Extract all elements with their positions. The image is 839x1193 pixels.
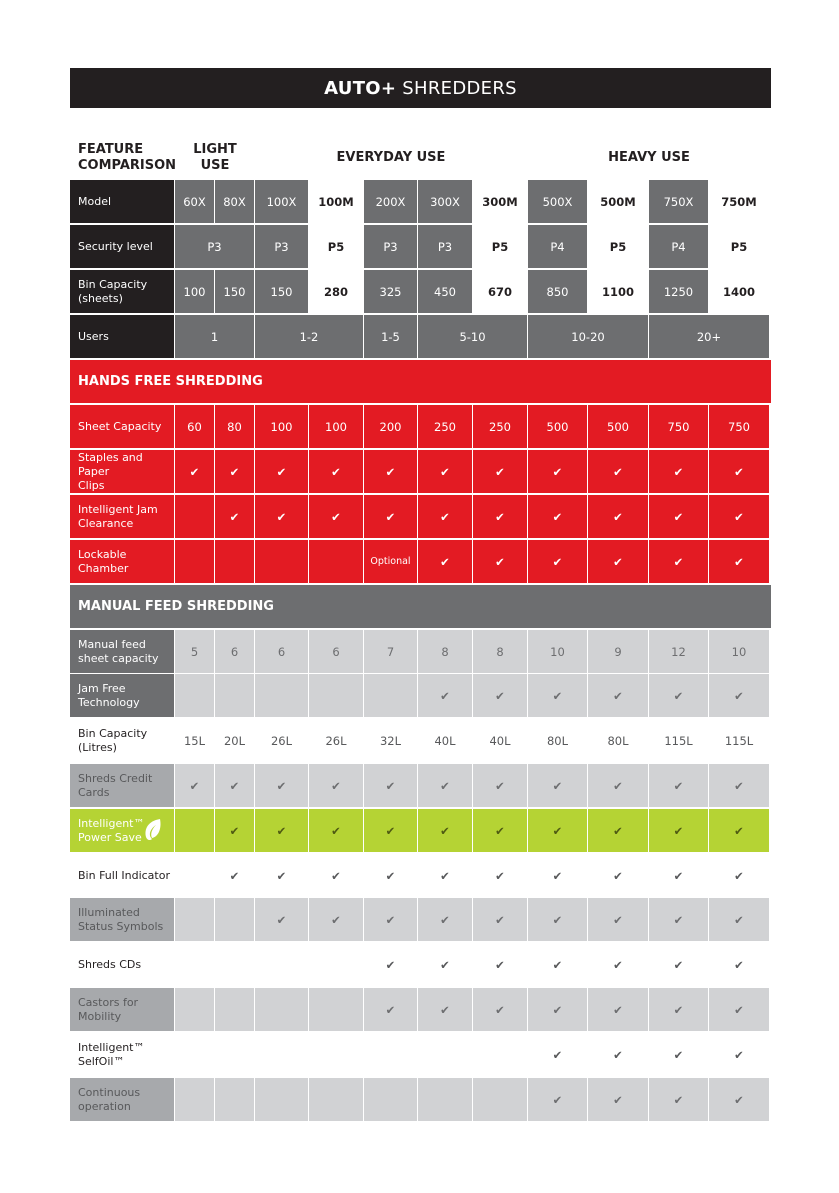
check-cell: ✔ xyxy=(364,898,417,941)
check-cell: ✔ xyxy=(473,450,527,493)
sheet-capacity-cell: 500 xyxy=(588,405,648,448)
model-cell: 100X xyxy=(255,180,308,223)
leaf-icon xyxy=(142,817,164,847)
check-cell: ✔ xyxy=(588,898,648,941)
check-cell: ✔ xyxy=(255,809,308,852)
check-cell: ✔ xyxy=(528,898,587,941)
row-label-jam-free xyxy=(70,674,174,717)
manual-feed-cell: 8 xyxy=(418,630,472,673)
row-label-sheet-capacity xyxy=(70,405,174,448)
row-label-castors-text-1: Castors for xyxy=(78,995,139,1009)
check-cell: ✔ xyxy=(473,809,527,852)
empty-cell xyxy=(255,943,308,986)
row-label-jam-free-text-1: Jam Free xyxy=(78,681,126,695)
manual-feed-cell: 6 xyxy=(255,630,308,673)
check-cell: ✔ xyxy=(309,450,363,493)
users-cell: 1 xyxy=(175,315,254,358)
check-cell: ✔ xyxy=(215,495,254,538)
row-label-illuminated xyxy=(70,898,174,941)
bin-litres-cell: 32L xyxy=(364,719,417,762)
check-cell: ✔ xyxy=(473,988,527,1031)
check-cell: ✔ xyxy=(649,854,708,897)
bin-litres-cell: 40L xyxy=(418,719,472,762)
row-label-staples-text-1: Staples and Paper xyxy=(78,450,143,478)
check-cell: ✔ xyxy=(528,988,587,1031)
row-label-credit-cards-text-2: Cards xyxy=(78,785,110,799)
empty-cell xyxy=(175,540,214,583)
manual-feed-cell: 6 xyxy=(309,630,363,673)
feature-comparison-heading: FEATURE COMPARISON xyxy=(78,142,177,173)
row-label-lockable xyxy=(70,540,174,583)
empty-cell xyxy=(309,943,363,986)
empty-cell xyxy=(215,674,254,717)
check-cell: ✔ xyxy=(709,1033,769,1076)
manual-feed-section-title: MANUAL FEED SHREDDING xyxy=(70,585,771,628)
check-cell: ✔ xyxy=(364,809,417,852)
check-cell: ✔ xyxy=(418,450,472,493)
row-label-bin-litres-text-1: Bin Capacity xyxy=(78,726,148,740)
check-cell: ✔ xyxy=(709,495,769,538)
check-cell: ✔ xyxy=(528,854,587,897)
model-cell: 750X xyxy=(649,180,708,223)
bin-litres-cell: 40L xyxy=(473,719,527,762)
check-cell: ✔ xyxy=(255,898,308,941)
check-cell: ✔ xyxy=(418,943,472,986)
row-label-users xyxy=(70,315,174,358)
check-cell: ✔ xyxy=(309,898,363,941)
optional-cell: Optional xyxy=(364,540,417,583)
check-cell: ✔ xyxy=(588,1033,648,1076)
row-label-credit-cards xyxy=(70,764,174,807)
check-cell: ✔ xyxy=(364,943,417,986)
check-cell: ✔ xyxy=(528,1033,587,1076)
empty-cell xyxy=(309,1033,363,1076)
row-label-power-save-text-1: Intelligent™ xyxy=(78,816,145,830)
empty-cell xyxy=(175,943,214,986)
row-label-model xyxy=(70,180,174,223)
check-cell: ✔ xyxy=(473,495,527,538)
check-cell: ✔ xyxy=(649,943,708,986)
check-cell: ✔ xyxy=(528,764,587,807)
empty-cell xyxy=(255,1078,308,1121)
row-label-jam-free-text-2: Technology xyxy=(78,695,140,709)
row-label-staples xyxy=(70,450,174,493)
users-cell: 5-10 xyxy=(418,315,527,358)
security-cell: P3 xyxy=(255,225,308,268)
security-cell: P3 xyxy=(418,225,472,268)
sheet-capacity-cell: 80 xyxy=(215,405,254,448)
empty-cell xyxy=(175,1078,214,1121)
check-cell: ✔ xyxy=(588,540,648,583)
check-cell: ✔ xyxy=(588,809,648,852)
bin-sheets-cell: 325 xyxy=(364,270,417,313)
model-cell: 500X xyxy=(528,180,587,223)
sheet-capacity-cell: 200 xyxy=(364,405,417,448)
check-cell: ✔ xyxy=(364,764,417,807)
row-label-credit-cards-text-1: Shreds Credit xyxy=(78,771,153,785)
check-cell: ✔ xyxy=(649,540,708,583)
check-cell: ✔ xyxy=(175,764,214,807)
bin-sheets-cell: 1250 xyxy=(649,270,708,313)
light-use-heading: LIGHT USE xyxy=(193,142,237,173)
row-label-bin-sheets-text-2: (sheets) xyxy=(78,291,123,305)
model-cell: 300X xyxy=(418,180,472,223)
check-cell: ✔ xyxy=(215,764,254,807)
check-cell: ✔ xyxy=(309,495,363,538)
empty-cell xyxy=(215,540,254,583)
empty-cell xyxy=(364,1078,417,1121)
row-label-power-save xyxy=(70,809,174,852)
check-cell: ✔ xyxy=(709,809,769,852)
row-label-selfoil-text-1: Intelligent™ xyxy=(78,1040,145,1054)
row-label-model-text-1: Model xyxy=(78,194,112,208)
check-cell: ✔ xyxy=(709,988,769,1031)
empty-cell xyxy=(175,809,214,852)
bin-sheets-cell: 850 xyxy=(528,270,587,313)
row-label-bin-litres-text-2: (Litres) xyxy=(78,740,117,754)
bin-litres-cell: 115L xyxy=(709,719,769,762)
row-label-continuous xyxy=(70,1078,174,1121)
check-cell: ✔ xyxy=(709,1078,769,1121)
row-label-manual-feed-text-1: Manual feed xyxy=(78,637,146,651)
bin-sheets-cell: 100 xyxy=(175,270,214,313)
security-cell: P5 xyxy=(473,225,527,268)
check-cell: ✔ xyxy=(418,495,472,538)
check-cell: ✔ xyxy=(309,809,363,852)
row-label-lockable-text-2: Chamber xyxy=(78,561,129,575)
manual-feed-cell: 5 xyxy=(175,630,214,673)
bin-litres-cell: 115L xyxy=(649,719,708,762)
check-cell: ✔ xyxy=(709,898,769,941)
check-cell: ✔ xyxy=(709,854,769,897)
check-cell: ✔ xyxy=(255,764,308,807)
check-cell: ✔ xyxy=(709,764,769,807)
check-cell: ✔ xyxy=(528,943,587,986)
row-label-illuminated-text-2: Status Symbols xyxy=(78,919,164,933)
check-cell: ✔ xyxy=(309,854,363,897)
empty-cell xyxy=(215,1033,254,1076)
security-cell: P5 xyxy=(588,225,648,268)
row-label-jam-clearance xyxy=(70,495,174,538)
sheet-capacity-cell: 500 xyxy=(528,405,587,448)
check-cell: ✔ xyxy=(649,1033,708,1076)
manual-feed-cell: 12 xyxy=(649,630,708,673)
row-label-lockable-text-1: Lockable xyxy=(78,547,127,561)
security-cell: P5 xyxy=(709,225,769,268)
bin-litres-cell: 26L xyxy=(255,719,308,762)
empty-cell xyxy=(175,674,214,717)
sheet-capacity-cell: 750 xyxy=(709,405,769,448)
check-cell: ✔ xyxy=(588,988,648,1031)
empty-cell xyxy=(309,674,363,717)
row-label-security-text-1: Security level xyxy=(78,239,153,253)
empty-cell xyxy=(215,1078,254,1121)
bin-sheets-cell: 150 xyxy=(255,270,308,313)
sheet-capacity-cell: 250 xyxy=(473,405,527,448)
empty-cell xyxy=(255,1033,308,1076)
check-cell: ✔ xyxy=(255,450,308,493)
check-cell: ✔ xyxy=(364,854,417,897)
check-cell: ✔ xyxy=(528,674,587,717)
check-cell: ✔ xyxy=(649,898,708,941)
check-cell: ✔ xyxy=(649,1078,708,1121)
model-cell: 80X xyxy=(215,180,254,223)
check-cell: ✔ xyxy=(215,854,254,897)
row-label-manual-feed-text-2: sheet capacity xyxy=(78,651,159,665)
users-cell: 1-5 xyxy=(364,315,417,358)
users-cell: 1-2 xyxy=(255,315,363,358)
empty-cell xyxy=(175,988,214,1031)
row-label-manual-feed xyxy=(70,630,174,673)
check-cell: ✔ xyxy=(473,674,527,717)
bin-litres-cell: 80L xyxy=(528,719,587,762)
manual-feed-cell: 7 xyxy=(364,630,417,673)
row-label-staples-text-2: Clips xyxy=(78,478,105,492)
empty-cell xyxy=(364,1033,417,1076)
sheet-capacity-cell: 100 xyxy=(255,405,308,448)
bin-litres-cell: 80L xyxy=(588,719,648,762)
security-cell: P3 xyxy=(175,225,254,268)
check-cell: ✔ xyxy=(528,450,587,493)
check-cell: ✔ xyxy=(649,495,708,538)
check-cell: ✔ xyxy=(528,540,587,583)
row-label-bin-sheets-text-1: Bin Capacity xyxy=(78,277,148,291)
check-cell: ✔ xyxy=(309,764,363,807)
check-cell: ✔ xyxy=(473,898,527,941)
empty-cell xyxy=(255,674,308,717)
empty-cell xyxy=(175,1033,214,1076)
bin-litres-cell: 26L xyxy=(309,719,363,762)
model-cell: 750M xyxy=(709,180,769,223)
empty-cell xyxy=(364,674,417,717)
check-cell: ✔ xyxy=(215,809,254,852)
model-cell: 100M xyxy=(309,180,363,223)
row-label-bin-sheets xyxy=(70,270,174,313)
check-cell: ✔ xyxy=(528,809,587,852)
bin-sheets-cell: 450 xyxy=(418,270,472,313)
users-cell: 10-20 xyxy=(528,315,648,358)
check-cell: ✔ xyxy=(418,854,472,897)
check-cell: ✔ xyxy=(215,450,254,493)
banner-brand: AUTO+ xyxy=(324,77,397,99)
empty-cell xyxy=(175,495,214,538)
security-cell: P5 xyxy=(309,225,363,268)
row-label-continuous-text-2: operation xyxy=(78,1099,131,1113)
security-cell: P4 xyxy=(649,225,708,268)
users-cell: 20+ xyxy=(649,315,769,358)
check-cell: ✔ xyxy=(588,450,648,493)
check-cell: ✔ xyxy=(588,943,648,986)
empty-cell xyxy=(215,943,254,986)
row-label-power-save-text-2: Power Save xyxy=(78,830,142,844)
empty-cell xyxy=(473,1033,527,1076)
check-cell: ✔ xyxy=(588,764,648,807)
bin-sheets-cell: 1400 xyxy=(709,270,769,313)
row-label-illuminated-text-1: Illuminated xyxy=(78,905,140,919)
bin-litres-cell: 20L xyxy=(215,719,254,762)
check-cell: ✔ xyxy=(528,495,587,538)
check-cell: ✔ xyxy=(709,450,769,493)
security-cell: P4 xyxy=(528,225,587,268)
row-label-bin-full xyxy=(70,854,174,897)
row-label-shreds-cds xyxy=(70,943,174,986)
check-cell: ✔ xyxy=(649,988,708,1031)
check-cell: ✔ xyxy=(473,764,527,807)
check-cell: ✔ xyxy=(649,450,708,493)
manual-feed-cell: 6 xyxy=(215,630,254,673)
row-label-continuous-text-1: Continuous xyxy=(78,1085,141,1099)
check-cell: ✔ xyxy=(255,495,308,538)
sheet-capacity-cell: 100 xyxy=(309,405,363,448)
check-cell: ✔ xyxy=(588,854,648,897)
row-label-selfoil-text-2: SelfOil™ xyxy=(78,1054,125,1068)
title-banner xyxy=(70,68,771,108)
empty-cell xyxy=(309,988,363,1031)
row-label-bin-full-text-1: Bin Full Indicator xyxy=(78,868,170,882)
row-label-castors xyxy=(70,988,174,1031)
check-cell: ✔ xyxy=(364,495,417,538)
empty-cell xyxy=(255,540,308,583)
check-cell: ✔ xyxy=(418,540,472,583)
check-cell: ✔ xyxy=(709,674,769,717)
bin-sheets-cell: 670 xyxy=(473,270,527,313)
empty-cell xyxy=(215,988,254,1031)
hands-free-section-title: HANDS FREE SHREDDING xyxy=(70,360,771,403)
check-cell: ✔ xyxy=(649,764,708,807)
check-cell: ✔ xyxy=(255,854,308,897)
manual-feed-cell: 10 xyxy=(709,630,769,673)
manual-feed-cell: 8 xyxy=(473,630,527,673)
empty-cell xyxy=(418,1078,472,1121)
check-cell: ✔ xyxy=(588,1078,648,1121)
model-cell: 300M xyxy=(473,180,527,223)
check-cell: ✔ xyxy=(588,495,648,538)
check-cell: ✔ xyxy=(175,450,214,493)
row-label-shreds-cds-text-1: Shreds CDs xyxy=(78,957,142,971)
check-cell: ✔ xyxy=(588,674,648,717)
row-label-sheet-capacity-text-1: Sheet Capacity xyxy=(78,419,162,433)
sheet-capacity-cell: 60 xyxy=(175,405,214,448)
check-cell: ✔ xyxy=(709,540,769,583)
sheet-capacity-cell: 750 xyxy=(649,405,708,448)
model-cell: 500M xyxy=(588,180,648,223)
banner-title: SHREDDERS xyxy=(402,77,517,99)
check-cell: ✔ xyxy=(649,674,708,717)
check-cell: ✔ xyxy=(418,764,472,807)
heavy-use-heading: HEAVY USE xyxy=(608,150,690,165)
row-label-castors-text-2: Mobility xyxy=(78,1009,122,1023)
check-cell: ✔ xyxy=(649,809,708,852)
check-cell: ✔ xyxy=(473,854,527,897)
model-cell: 60X xyxy=(175,180,214,223)
row-label-selfoil xyxy=(70,1033,174,1076)
row-label-bin-litres xyxy=(70,719,174,762)
bin-sheets-cell: 280 xyxy=(309,270,363,313)
empty-cell xyxy=(175,854,214,897)
row-label-users-text-1: Users xyxy=(78,329,109,343)
bin-litres-cell: 15L xyxy=(175,719,214,762)
row-label-security xyxy=(70,225,174,268)
check-cell: ✔ xyxy=(418,809,472,852)
check-cell: ✔ xyxy=(418,674,472,717)
empty-cell xyxy=(309,540,363,583)
row-label-jam-clearance-text-2: Clearance xyxy=(78,516,134,530)
bin-sheets-cell: 150 xyxy=(215,270,254,313)
sheet-capacity-cell: 250 xyxy=(418,405,472,448)
bin-sheets-cell: 1100 xyxy=(588,270,648,313)
check-cell: ✔ xyxy=(709,943,769,986)
empty-cell xyxy=(255,988,308,1031)
empty-cell xyxy=(309,1078,363,1121)
check-cell: ✔ xyxy=(473,540,527,583)
empty-cell xyxy=(418,1033,472,1076)
manual-feed-cell: 9 xyxy=(588,630,648,673)
check-cell: ✔ xyxy=(418,988,472,1031)
row-label-jam-clearance-text-1: Intelligent Jam xyxy=(78,502,158,516)
everyday-use-heading: EVERYDAY USE xyxy=(336,150,446,165)
check-cell: ✔ xyxy=(528,1078,587,1121)
empty-cell xyxy=(473,1078,527,1121)
empty-cell xyxy=(175,898,214,941)
check-cell: ✔ xyxy=(364,450,417,493)
check-cell: ✔ xyxy=(418,898,472,941)
check-cell: ✔ xyxy=(473,943,527,986)
model-cell: 200X xyxy=(364,180,417,223)
empty-cell xyxy=(215,898,254,941)
manual-feed-cell: 10 xyxy=(528,630,587,673)
check-cell: ✔ xyxy=(364,988,417,1031)
security-cell: P3 xyxy=(364,225,417,268)
